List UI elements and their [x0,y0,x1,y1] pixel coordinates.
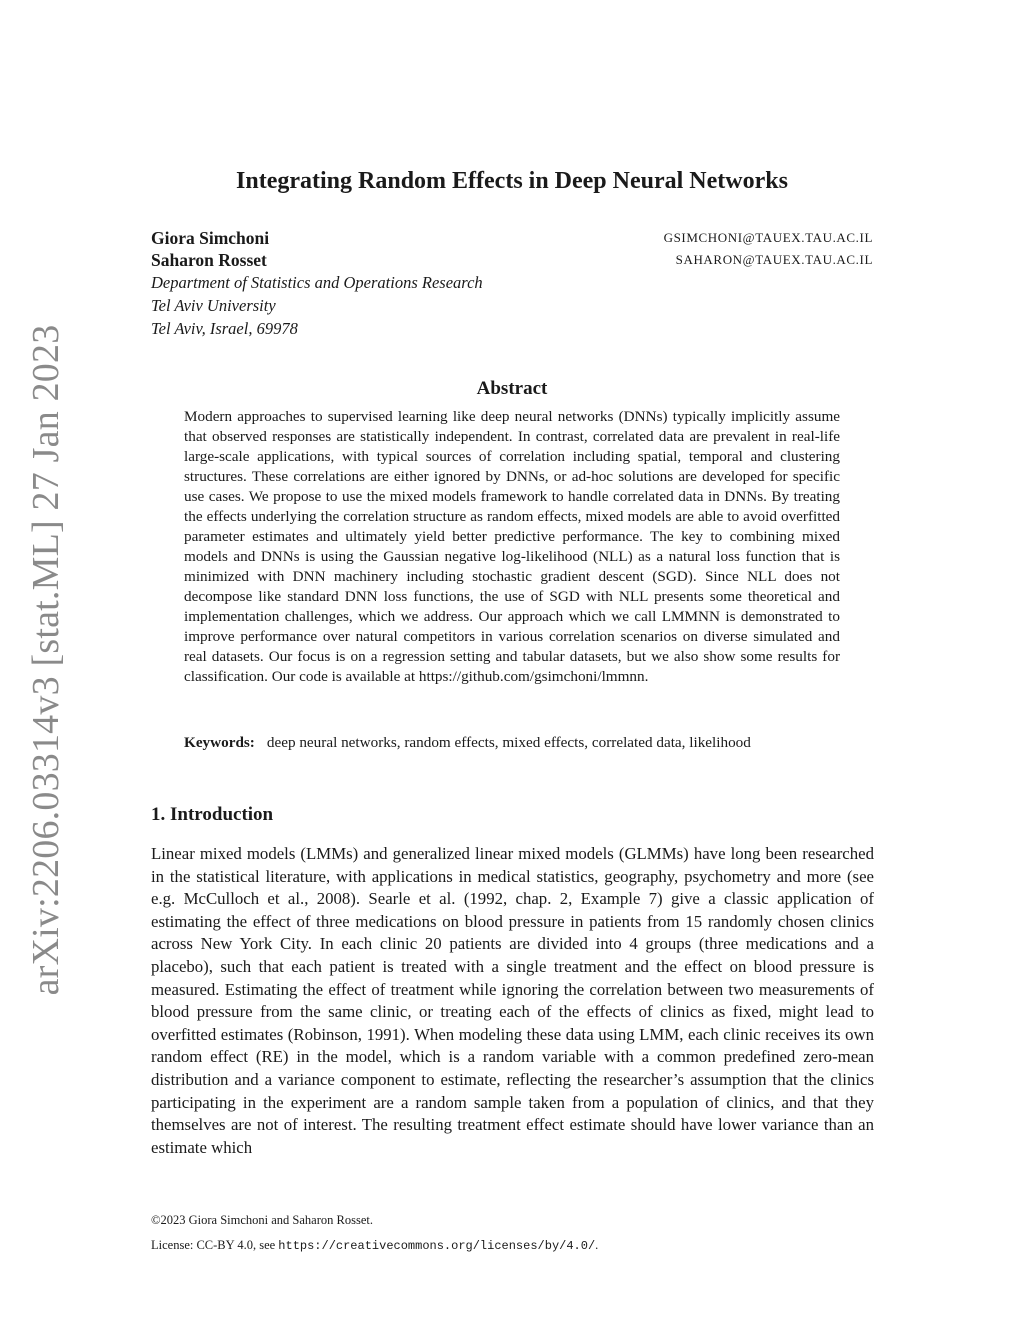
keywords [184,733,840,753]
author-name: Giora Simchoni [151,228,270,248]
license-notice [151,1237,598,1254]
author-email[interactable]: GSIMCHONI@TAUEX.TAU.AC.IL [663,230,873,245]
abstract-heading: Abstract [476,378,548,399]
author-email[interactable]: SAHARON@TAUEX.TAU.AC.IL [675,252,873,267]
keywords-list: deep neural networks, random effects, mixed effects, correlated data, likelihood [266,734,751,751]
license-suffix: . [595,1238,599,1252]
copyright-notice: ©2023 Giora Simchoni and Saharon Rosset. [151,1213,373,1227]
affiliation-department: Department of Statistics and Operations Research [151,273,483,292]
arxiv-identifier: arXiv:2206.03314v3 [stat.ML] 27 Jan 2023 [25,324,67,996]
license-link[interactable]: https://creativecommons.org/licenses/by/4.0/ [278,1239,596,1253]
affiliation-university: Tel Aviv University [151,296,276,315]
paper-title: Integrating Random Effects in Deep Neural Networks [236,168,788,194]
keywords-label: Keywords: [184,734,255,751]
abstract-text: Modern approaches to supervised learning like deep neural networks (DNNs) typically implicitly assume that observed responses are statistically independent. In contrast, correlated data are prevalent in real-life large-scale applications, with typical sources of correlation including spatial, temporal and clustering structures. These correlations are either ignored by DNNs, or ad-hoc solutions are developed for specific use cases. We propose to use the mixed models framework to handle correlated data in DNNs. By treating the effects underlying the correlation structure as random effects, mixed models are able to avoid overfitted parameter estimates and ultimately yield better predictive performance. The key to combining mixed models and DNNs is using the Gaussian negative log-likelihood (NLL) as a natural loss function that is minimized with DNN machinery including stochastic gradient descent (SGD). Since NLL does not decompose like standard DNN loss functions, the use of SGD with NLL presents some theoretical and implementation challenges, which we address. Our approach which we call LMMNN is demonstrated to improve performance over natural competitors in various correlation scenarios on diverse simulated and real datasets. Our focus is on a regression setting and tabular datasets, but we also show some results for classification. Our code is available at https://github.com/gsimchoni/lmmnn. [184,408,840,685]
section-heading: 1. Introduction [151,804,274,825]
author-name: Saharon Rosset [151,250,267,270]
affiliation-location: Tel Aviv, Israel, 69978 [151,319,298,338]
introduction-text: Linear mixed models (LMMs) and generalized linear mixed models (GLMMs) have long been researched in the statistical literature, with applications in medical statistics, geography, psychometry and more (see e.g. McCulloch et al., 2008). Searle et al. (1992, chap. 2, Example 7) give a classic application of estimating the effect of three medications on blood pressure in patients from 15 randomly chosen clinics across New York City. In each clinic 20 patients are divided into 4 groups (three medications and a placebo), such that each patient is treated with a single treatment and the effect on blood pressure is measured. Estimating the effect of treatment while ignoring the correlation between two measurements of blood pressure from the same clinic, or treating each of the effects of clinics as fixed, might lead to overfitted estimates (Robinson, 1991). When modeling these data using LMM, each clinic receives its own random effect (RE) in the model, which is a random variable with a common predefined zero-mean distribution and a variance component to estimate, reflecting the researcher’s assumption that the clinics participating in the experiment are a random sample taken from a population of clinics, and that they themselves are not of interest. The resulting treatment effect estimate should have lower variance than an estimate which [151,844,874,1157]
license-prefix: License: CC-BY 4.0, see [151,1238,279,1252]
